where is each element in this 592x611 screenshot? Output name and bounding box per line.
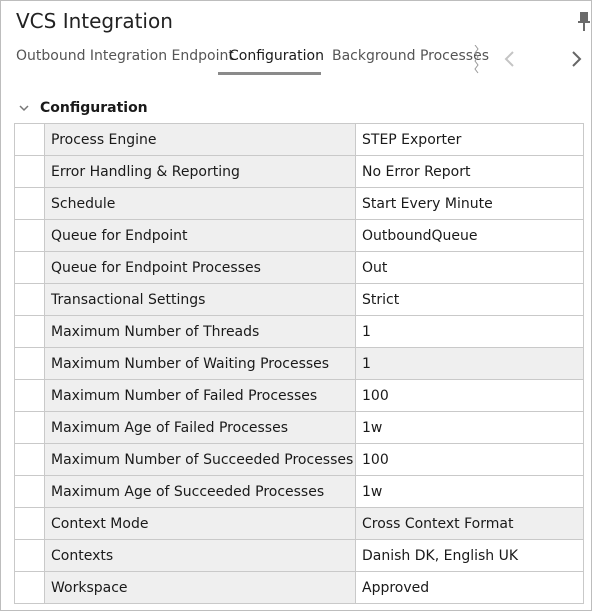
table-row[interactable] (15, 476, 584, 508)
row-handle[interactable] (15, 572, 45, 604)
property-label: Process Engine (45, 124, 356, 156)
property-label: Schedule (45, 188, 356, 220)
property-value[interactable]: Strict (356, 284, 584, 316)
row-handle[interactable] (15, 380, 45, 412)
tab-configuration[interactable]: Configuration (229, 48, 324, 64)
row-handle[interactable] (15, 188, 45, 220)
row-handle[interactable] (15, 252, 45, 284)
property-value[interactable]: 1 (356, 316, 584, 348)
section-title: Configuration (40, 100, 148, 116)
table-row[interactable] (15, 124, 584, 156)
row-handle[interactable] (15, 220, 45, 252)
table-row[interactable] (15, 540, 584, 572)
tab-bar (0, 42, 592, 76)
property-value[interactable]: Danish DK, English UK (356, 540, 584, 572)
active-tab-indicator (218, 72, 321, 75)
property-value[interactable]: 100 (356, 444, 584, 476)
property-value[interactable]: Approved (356, 572, 584, 604)
table-row[interactable] (15, 572, 584, 604)
table-row[interactable] (15, 412, 584, 444)
property-value[interactable]: No Error Report (356, 156, 584, 188)
section-header[interactable] (18, 98, 148, 118)
property-value[interactable]: 1w (356, 412, 584, 444)
property-value[interactable]: 1w (356, 476, 584, 508)
property-label: Maximum Number of Succeeded Processes (45, 444, 356, 476)
property-value[interactable]: STEP Exporter (356, 124, 584, 156)
table-row[interactable] (15, 284, 584, 316)
property-label: Maximum Age of Failed Processes (45, 412, 356, 444)
row-handle[interactable] (15, 444, 45, 476)
property-label: Error Handling & Reporting (45, 156, 356, 188)
property-label: Workspace (45, 572, 356, 604)
row-handle[interactable] (15, 412, 45, 444)
property-label: Queue for Endpoint Processes (45, 252, 356, 284)
property-label: Contexts (45, 540, 356, 572)
property-value[interactable]: OutboundQueue (356, 220, 584, 252)
row-handle[interactable] (15, 476, 45, 508)
property-value[interactable]: 100 (356, 380, 584, 412)
table-row[interactable] (15, 220, 584, 252)
tab-overflow-edge (474, 45, 480, 75)
table-row[interactable] (15, 316, 584, 348)
property-label: Maximum Number of Waiting Processes (45, 348, 356, 380)
row-handle[interactable] (15, 508, 45, 540)
table-row[interactable] (15, 156, 584, 188)
row-handle[interactable] (15, 316, 45, 348)
properties-table (14, 123, 584, 604)
table-row[interactable] (15, 444, 584, 476)
tab-background-processes[interactable]: Background Processes (332, 48, 489, 64)
pin-icon[interactable] (578, 12, 590, 32)
row-handle[interactable] (15, 124, 45, 156)
row-handle[interactable] (15, 156, 45, 188)
row-handle[interactable] (15, 540, 45, 572)
chevron-down-icon[interactable] (18, 103, 30, 113)
property-label: Context Mode (45, 508, 356, 540)
row-handle[interactable] (15, 348, 45, 380)
table-row[interactable] (15, 252, 584, 284)
property-value[interactable]: 1 (356, 348, 584, 380)
table-row[interactable] (15, 188, 584, 220)
property-value[interactable]: Start Every Minute (356, 188, 584, 220)
table-row[interactable] (15, 508, 584, 540)
tab-outbound-integration-endpoint[interactable]: Outbound Integration Endpoint (16, 48, 234, 64)
row-handle[interactable] (15, 284, 45, 316)
table-row[interactable] (15, 380, 584, 412)
property-label: Maximum Number of Threads (45, 316, 356, 348)
chevron-right-icon[interactable] (569, 50, 583, 68)
property-label: Maximum Number of Failed Processes (45, 380, 356, 412)
property-value[interactable]: Out (356, 252, 584, 284)
property-label: Queue for Endpoint (45, 220, 356, 252)
window-title: VCS Integration (16, 9, 173, 33)
table-row[interactable] (15, 348, 584, 380)
property-label: Maximum Age of Succeeded Processes (45, 476, 356, 508)
property-label: Transactional Settings (45, 284, 356, 316)
chevron-left-icon[interactable] (503, 50, 517, 68)
property-value[interactable]: Cross Context Format (356, 508, 584, 540)
